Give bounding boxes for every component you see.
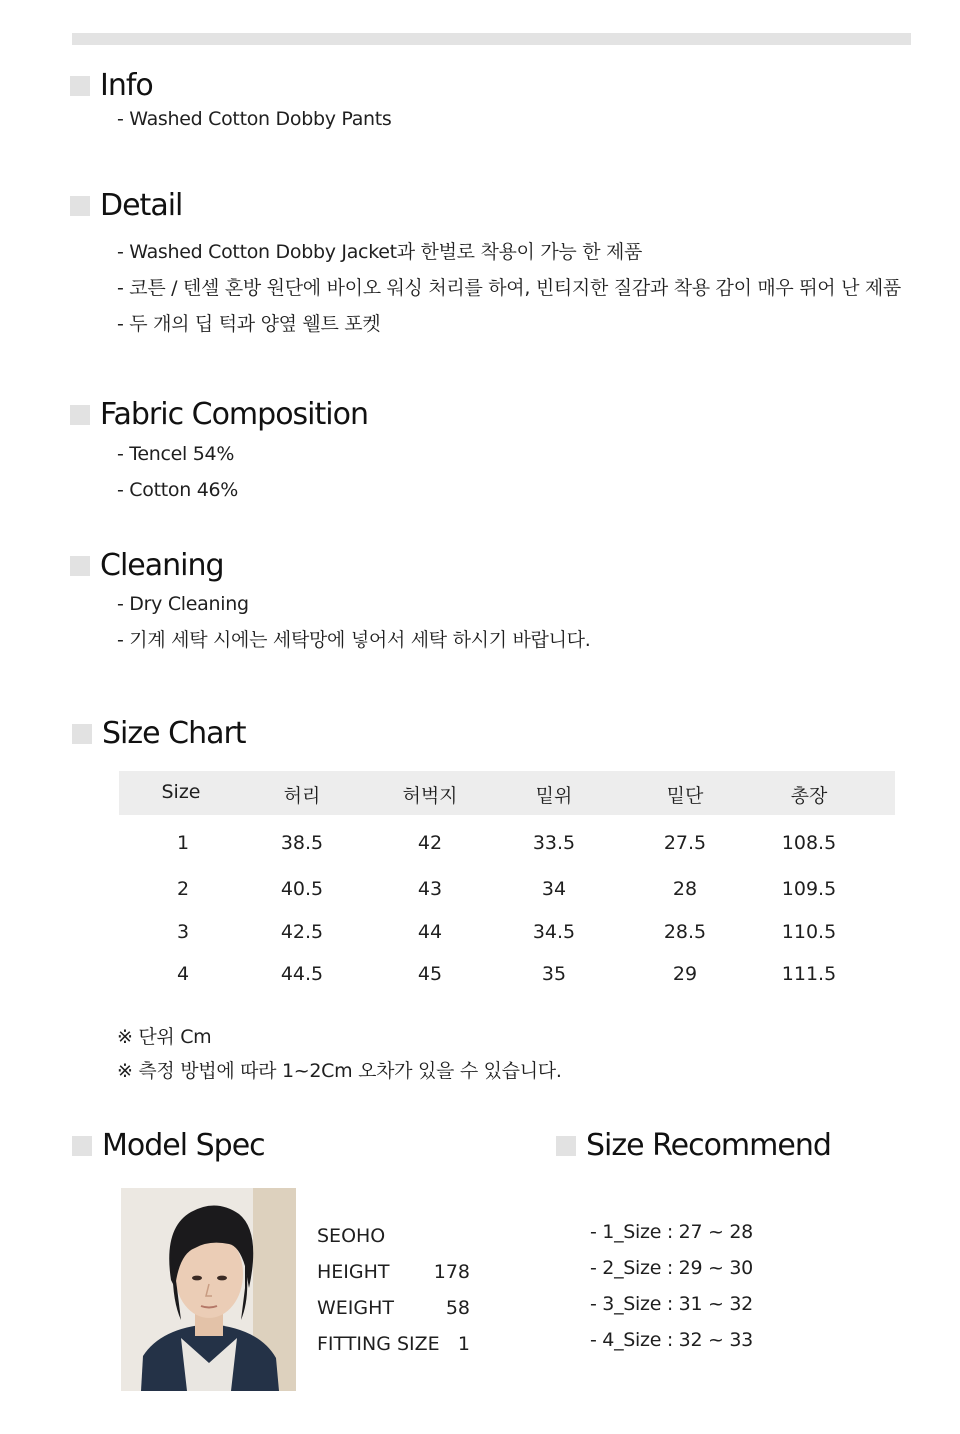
square-bullet-icon — [70, 405, 90, 425]
table-row — [119, 878, 895, 908]
table-cell: 38.5 — [280, 832, 324, 854]
detail-heading — [70, 188, 182, 223]
model-spec-title: Model Spec — [102, 1128, 265, 1163]
fabric-heading — [70, 397, 368, 432]
header-size: Size — [161, 781, 201, 803]
size-recommend-title: Size Recommend — [586, 1128, 831, 1163]
detail-title: Detail — [100, 188, 183, 223]
cleaning-heading — [70, 548, 224, 583]
detail-line-1: - Washed Cotton Dobby Jacket과 한벌로 착용이 가능 한 제품 — [117, 241, 643, 263]
table-row — [119, 921, 895, 951]
fabric-line-1: - Tencel 54% — [117, 443, 235, 465]
table-cell: 28.5 — [663, 921, 707, 943]
top-divider-bar — [72, 33, 911, 45]
header-thigh: 허벅지 — [402, 785, 458, 807]
table-cell: 33.5 — [532, 832, 576, 854]
table-cell: 4 — [176, 963, 190, 985]
table-cell: 109.5 — [781, 878, 837, 900]
fabric-line-2: - Cotton 46% — [117, 479, 239, 501]
size-recommend-line-4: - 4_Size : 32 ~ 33 — [590, 1329, 753, 1351]
table-cell: 40.5 — [280, 878, 324, 900]
model-portrait-image — [121, 1188, 296, 1391]
table-cell: 42 — [417, 832, 443, 854]
square-bullet-icon — [556, 1136, 576, 1156]
size-note-unit: ※ 단위 Cm — [117, 1026, 212, 1048]
size-chart-table — [119, 771, 895, 985]
table-cell: 3 — [176, 921, 190, 943]
detail-line-2: - 코튼 / 텐셀 혼방 원단에 바이오 워싱 처리를 하여, 빈티지한 질감과 착용 감이 매우 뛰어 난 제품 — [117, 277, 901, 299]
cleaning-line-1: - Dry Cleaning — [117, 593, 249, 615]
fabric-title: Fabric Composition — [100, 397, 368, 432]
header-waist: 허리 — [283, 785, 321, 807]
table-cell: 44.5 — [280, 963, 324, 985]
header-length: 총장 — [790, 785, 828, 807]
table-cell: 44 — [417, 921, 443, 943]
size-chart-heading — [72, 716, 246, 751]
table-cell: 35 — [541, 963, 567, 985]
cleaning-line-2: - 기계 세탁 시에는 세탁망에 넣어서 세탁 하시기 바랍니다. — [117, 629, 591, 651]
size-recommend-line-3: - 3_Size : 31 ~ 32 — [590, 1293, 753, 1315]
table-cell: 28 — [672, 878, 698, 900]
model-fitting-value: 1 — [457, 1333, 470, 1355]
table-cell: 43 — [417, 878, 443, 900]
table-cell: 1 — [176, 832, 190, 854]
model-weight-value: 58 — [445, 1297, 470, 1319]
table-cell: 2 — [176, 878, 190, 900]
model-height-value: 178 — [433, 1261, 470, 1283]
table-cell: 111.5 — [781, 963, 837, 985]
size-recommend-line-1: - 1_Size : 27 ~ 28 — [590, 1221, 753, 1243]
size-chart-title: Size Chart — [102, 716, 246, 751]
header-rise: 밑위 — [535, 785, 573, 807]
model-height-label: HEIGHT — [317, 1261, 390, 1283]
square-bullet-icon — [72, 724, 92, 744]
model-weight-label: WEIGHT — [317, 1297, 395, 1319]
header-hem: 밑단 — [666, 785, 704, 807]
info-line: - Washed Cotton Dobby Pants — [117, 108, 392, 130]
table-row — [119, 832, 895, 862]
square-bullet-icon — [72, 1136, 92, 1156]
model-name: SEOHO — [317, 1225, 386, 1247]
table-cell: 108.5 — [781, 832, 837, 854]
table-cell: 42.5 — [280, 921, 324, 943]
table-header-row — [119, 771, 895, 815]
info-heading — [70, 68, 153, 103]
model-spec-heading — [72, 1128, 265, 1163]
size-note-tolerance: ※ 측정 방법에 따라 1~2Cm 오차가 있을 수 있습니다. — [117, 1060, 562, 1082]
table-cell: 45 — [417, 963, 443, 985]
table-cell: 29 — [672, 963, 698, 985]
model-fitting-label: FITTING SIZE — [317, 1333, 440, 1355]
table-cell: 110.5 — [781, 921, 837, 943]
info-title: Info — [100, 68, 153, 103]
model-photo — [121, 1188, 296, 1391]
square-bullet-icon — [70, 76, 90, 96]
table-cell: 34.5 — [532, 921, 576, 943]
square-bullet-icon — [70, 556, 90, 576]
square-bullet-icon — [70, 196, 90, 216]
table-cell: 34 — [541, 878, 567, 900]
size-recommend-heading — [556, 1128, 831, 1163]
cleaning-title: Cleaning — [100, 548, 224, 583]
size-recommend-line-2: - 2_Size : 29 ~ 30 — [590, 1257, 753, 1279]
table-cell: 27.5 — [663, 832, 707, 854]
table-row — [119, 963, 895, 993]
detail-line-3: - 두 개의 딥 턱과 양옆 웰트 포켓 — [117, 313, 381, 335]
